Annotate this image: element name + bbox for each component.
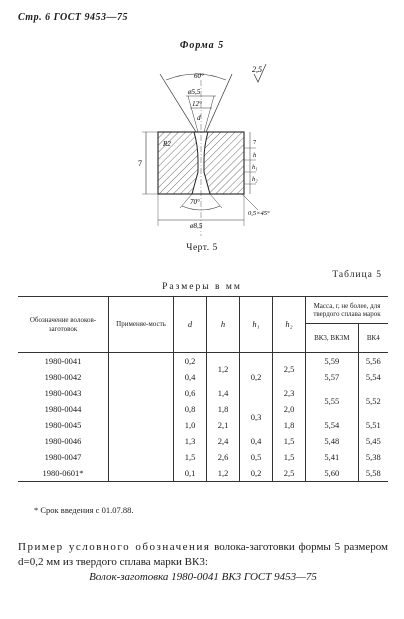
cell-vk4: 5,45: [358, 433, 388, 449]
cell-app: [109, 385, 174, 401]
th-mass-group: Масса, г, не более, для твердого сплава марок: [306, 297, 389, 324]
cell-h2: 2,3: [273, 385, 306, 401]
cell-h: 1,2: [207, 465, 240, 482]
dim-right-7: 7: [253, 139, 257, 146]
cell-h1: 0,4: [240, 433, 273, 449]
cell-app: [109, 353, 174, 370]
table-label: Таблица 5: [332, 270, 382, 280]
cell-d: 0,4: [174, 369, 207, 385]
cell-h2: 2,5: [273, 353, 306, 386]
dim-h2: h₂: [252, 176, 258, 183]
cell-h2: 1,8: [273, 417, 306, 433]
cell-h2: 1,5: [273, 433, 306, 449]
drawing-caption: Черт. 5: [186, 243, 218, 253]
cell-h2: 2,5: [273, 465, 306, 482]
cell-vk4: 5,51: [358, 417, 388, 433]
cell-vk3: 5,54: [306, 417, 359, 433]
table-row: [18, 385, 388, 401]
footnote: * Срок введения с 01.07.88.: [34, 505, 134, 515]
cell-h1: 0,2: [240, 465, 273, 482]
table-row: [18, 465, 388, 482]
paragraph-rest: волока-заготовки формы 5 размером d=0,2 мм из твердого сплава марки ВК3:: [18, 541, 388, 568]
dim-angle-bottom: 70°: [190, 198, 200, 206]
paragraph-lead: Пример условного обозначения: [18, 541, 211, 553]
cell-h: 1,2: [207, 353, 240, 386]
cell-code: 1980-0601*: [42, 468, 84, 478]
cell-h1: 0,2: [240, 353, 273, 402]
cell-app: [109, 449, 174, 465]
th-designation: Обозначение волоков-заготовок: [18, 297, 109, 353]
cell-d: 0,2: [174, 353, 207, 370]
th-h: h: [207, 297, 240, 353]
cell-h: 1,4: [207, 385, 240, 401]
cell-app: [109, 369, 174, 385]
cell-vk4: 5,38: [358, 449, 388, 465]
cell-d: 1,3: [174, 433, 207, 449]
cell-h: 1,8: [207, 401, 240, 417]
cell-d: 0,6: [174, 385, 207, 401]
dim-chamfer: 0,5×45°: [248, 210, 270, 217]
th-h1: h₁: [240, 297, 273, 353]
cell-d: 1,0: [174, 417, 207, 433]
dim-dia-top: ø5,5: [188, 88, 201, 96]
roughness-mark: 2,5: [252, 65, 262, 74]
th-vk4: ВК4: [358, 324, 388, 353]
dim-d: d: [197, 114, 201, 122]
dim-h: h: [253, 152, 257, 159]
page-header: Стр. 6 ГОСТ 9453—75: [18, 12, 128, 23]
table-row: [18, 433, 388, 449]
cell-code: 1980-0043: [44, 388, 82, 398]
table-row: [18, 353, 388, 370]
cell-app: [109, 401, 174, 417]
cell-d: 1,5: [174, 449, 207, 465]
cell-code: 1980-0041: [44, 356, 82, 366]
dim-dia-bottom: ø8,5: [190, 222, 203, 230]
cell-code: 1980-0046: [44, 436, 82, 446]
dim-h1: h₁: [252, 164, 258, 171]
cell-h: 2,6: [207, 449, 240, 465]
cell-app: [109, 465, 174, 482]
cell-d: 0,1: [174, 465, 207, 482]
cell-vk4: 5,52: [358, 385, 388, 417]
cell-app: [109, 433, 174, 449]
cell-vk3: 5,57: [306, 369, 359, 385]
example-designation: Волок-заготовка 1980-0041 ВК3 ГОСТ 9453—75: [89, 571, 317, 583]
table-row: [18, 369, 388, 385]
technical-drawing: [130, 60, 290, 238]
cell-code: 1980-0042: [44, 372, 82, 382]
cell-vk4: 5,56: [358, 353, 388, 370]
th-application: Применяе-мость: [109, 297, 174, 353]
cell-vk3: 5,60: [306, 465, 359, 482]
table-row: [18, 449, 388, 465]
th-h2: h₂: [273, 297, 306, 353]
cell-h1: 0,5: [240, 449, 273, 465]
table-row: [18, 417, 388, 433]
dim-height-left: 7: [138, 159, 142, 168]
cell-code: 1980-0044: [44, 404, 82, 414]
form-title: Форма 5: [179, 40, 225, 51]
cell-h: 2,4: [207, 433, 240, 449]
cell-code: 1980-0045: [44, 420, 82, 430]
cell-vk3: 5,55: [306, 385, 359, 417]
th-d: d: [174, 297, 207, 353]
cell-h2: 2,0: [273, 401, 306, 417]
dim-radius: R2: [163, 140, 171, 148]
th-vk3: ВК3, ВК3М: [306, 324, 359, 353]
example-paragraph: [18, 540, 388, 570]
cell-h2: 1,5: [273, 449, 306, 465]
cell-vk4: 5,54: [358, 369, 388, 385]
cell-d: 0,8: [174, 401, 207, 417]
cell-code: 1980-0047: [44, 452, 82, 462]
cell-h1: 0,3: [240, 401, 273, 433]
cell-vk3: 5,59: [306, 353, 359, 370]
cell-vk3: 5,48: [306, 433, 359, 449]
cell-vk4: 5,58: [358, 465, 388, 482]
dimensions-table: [18, 296, 388, 482]
cell-vk3: 5,41: [306, 449, 359, 465]
cell-h: 2,1: [207, 417, 240, 433]
dim-angle-inner: 12°: [192, 100, 202, 108]
table-subtitle: Размеры в мм: [162, 282, 242, 292]
dim-angle-top: 60°: [194, 72, 204, 80]
cell-app: [109, 417, 174, 433]
